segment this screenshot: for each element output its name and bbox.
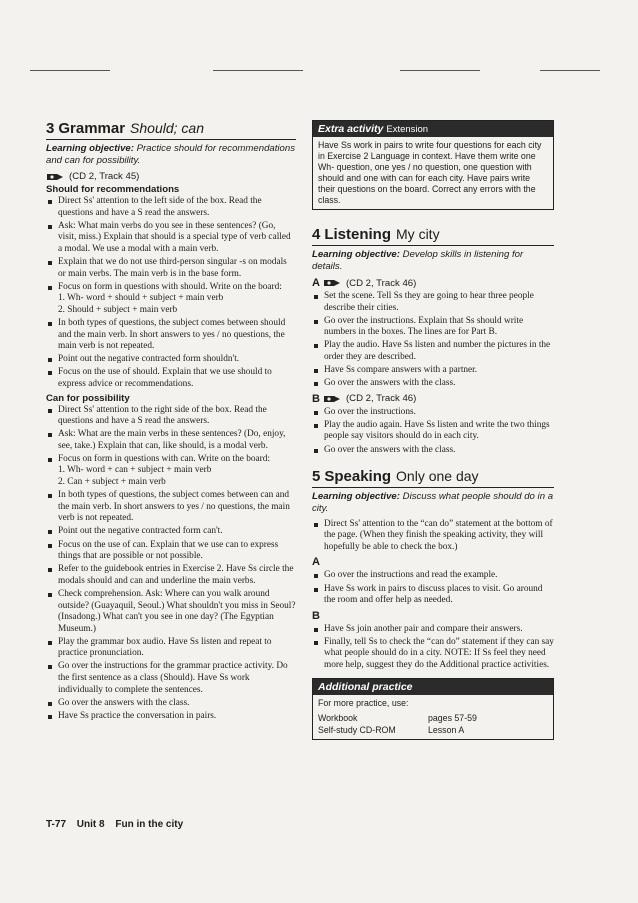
list-item: Go over the answers with the class. — [312, 445, 554, 457]
list-item: Focus on the use of can. Explain that we use can to express things that are possible or not possible. — [46, 540, 296, 563]
part-letter: A — [312, 556, 320, 569]
cd-audio-icon — [46, 172, 64, 182]
learning-objective: Learning objective: Discuss what people should do in a city. — [312, 490, 554, 514]
list-item: Check comprehension. Ask: Where can you walk around outside? (Guayaquil, Seoul.) What shouldn't you miss in Seoul? (Insadong.) What can't you see in one day? (The Egyptian Museum.) — [46, 589, 296, 635]
list-item: Direct Ss' attention to the right side of the box. Read the questions and have a S read the answers. — [46, 405, 296, 428]
part-letter: B — [312, 609, 320, 622]
top-rule — [30, 70, 110, 71]
list-item: Refer to the guidebook entries in Exercise 2. Have Ss circle the modals should and can and underline the main verbs. — [46, 564, 296, 587]
section-word: Listening — [324, 226, 392, 243]
additional-practice-title: Additional practice — [313, 679, 553, 695]
listening-a-list — [312, 291, 554, 390]
practice-row: Self-study CD-ROM Lesson A — [318, 724, 465, 735]
section-word: Grammar — [58, 120, 126, 137]
list-item: Explain that we do not use third-person singular -s on modals or main verbs. The main verb is in the base form. — [46, 257, 296, 280]
list-item: Finally, tell Ss to check the “can do” statement if they can say what people should do in a city. NOTE: If Ss feel they need more help, suggest they do the Additional practice activities. — [312, 637, 554, 672]
can-subheading: Can for possibility — [46, 392, 130, 404]
section-word: Speaking — [324, 467, 392, 485]
cd-track: A (CD 2, Track 46) — [312, 277, 417, 289]
list-item: Ask: What are the main verbs in these sentences? (Do, enjoy, see, take.) Explain that can, like should, is a modal verb. — [46, 429, 296, 452]
additional-practice-box — [312, 678, 554, 740]
top-rule — [540, 70, 600, 71]
list-item: Play the audio. Have Ss listen and number the pictures in the order they are described. — [312, 340, 554, 363]
unit-title: Fun in the city — [115, 819, 184, 830]
speaking-b-list — [312, 624, 554, 672]
can-list — [46, 405, 296, 723]
cd-audio-icon — [323, 278, 341, 288]
top-rule — [213, 70, 303, 71]
list-item: Go over the instructions. — [312, 407, 554, 419]
learning-objective: Learning objective: Develop skills in listening for details. — [312, 249, 524, 272]
list-item: Focus on the use of should. Explain that we use should to express advice or recommendations. — [46, 367, 296, 390]
list-item: Go over the answers with the class. — [46, 698, 296, 710]
list-item: Play the grammar box audio. Have Ss listen and repeat to practice pronunciation. — [46, 637, 296, 660]
list-item: Go over the instructions. Explain that Ss should write numbers in the boxes. The lines are for Part B. — [312, 316, 554, 339]
extra-activity-title: Extra activity Extension — [313, 121, 553, 137]
list-item: Ask: What main verbs do you see in these sentences? (Go, visit, miss.) Explain that should is a special type of verb called a modal. We use a modal with a main verb. — [46, 221, 296, 256]
list-item: Have Ss work in pairs to discuss places to visit. Go around the room and offer help as needed. — [312, 584, 554, 607]
list-item: Go over the answers with the class. — [312, 378, 554, 390]
list-item: Have Ss practice the conversation in pairs. — [46, 711, 296, 723]
practice-row: Workbook pages 57-59 — [318, 712, 477, 723]
section-subtitle: Only one day — [396, 467, 479, 484]
grammar-heading — [46, 120, 296, 140]
section-number: 5 — [312, 467, 321, 485]
listening-heading — [312, 226, 554, 246]
right-column — [312, 120, 554, 746]
list-item: Have Ss join another pair and compare their answers. — [312, 624, 554, 636]
page-number: T-77 — [46, 819, 67, 830]
list-item: In both types of questions, the subject comes between should and the main verb. In short answers to yes / no questions, the main verb is not repeated. — [46, 318, 296, 353]
extra-activity-body: Have Ss work in pairs to write four questions for each city in Exercise 2 Language in context. Have them write one Wh- question, one yes / no question, one question with should and one with can for each city. Have pairs write their questions on the board. Correct any errors with the class. — [318, 140, 542, 205]
top-rule — [400, 70, 480, 71]
learning-objective: Learning objective: Practice should for recommendations and can for possibility. — [46, 143, 296, 166]
section-number: 3 — [46, 120, 55, 137]
left-column — [46, 120, 296, 724]
listening-b-list — [312, 407, 554, 456]
section-subtitle: My city — [396, 226, 440, 242]
cd-audio-icon — [323, 394, 341, 404]
extra-activity-box — [312, 120, 554, 210]
list-item: Focus on form in questions with can. Write on the board: 1. Wh- word + can + subject + main verb 2. Can + subject + main verb — [46, 454, 296, 489]
additional-practice-body: For more practice, use: Workbook pages 57-59 Self-study CD-ROM Lesson A — [313, 695, 553, 739]
speaking-intro-list — [312, 519, 554, 554]
list-item: Go over the instructions and read the example. — [312, 570, 554, 582]
list-item: Direct Ss' attention to the “can do” statement at the bottom of the page. (When they finish the speaking activity, they will hopefully be able to check the box.) — [312, 519, 554, 554]
should-list — [46, 196, 296, 391]
cd-track: (CD 2, Track 45) — [46, 171, 296, 182]
list-item: Have Ss compare answers with a partner. — [312, 365, 554, 377]
should-subheading: Should for recommendations — [46, 184, 180, 195]
list-item: Direct Ss' attention to the left side of the box. Read the questions and have a S read the answers. — [46, 196, 296, 219]
cd-track: B (CD 2, Track 46) — [312, 392, 417, 405]
list-item: Point out the negative contracted form shouldn't. — [46, 354, 296, 366]
list-item: Go over the instructions for the grammar practice activity. Do the first sentence as a class (Should). Have Ss work individually to complete the sentences. — [46, 661, 296, 696]
page-footer — [46, 819, 191, 830]
list-item: Point out the negative contracted form can't. — [46, 526, 296, 538]
speaking-a-list — [312, 570, 554, 606]
unit-label: Unit 8 — [76, 819, 105, 830]
list-item: In both types of questions, the subject comes between can and the main verb. In short answers to yes / no questions, the main verb is not repeated. — [46, 490, 296, 525]
list-item: Focus on form in questions with should. Write on the board: 1. Wh- word + should + subject + main verb 2. Should + subject + main verb — [46, 282, 296, 317]
section-subtitle: Should; can — [130, 120, 204, 136]
speaking-heading — [312, 468, 554, 488]
list-item: Play the audio again. Have Ss listen and write the two things people say visitors should do in each city. — [312, 420, 554, 443]
section-number: 4 — [312, 226, 321, 243]
list-item: Set the scene. Tell Ss they are going to hear three people describe their cities. — [312, 291, 554, 314]
